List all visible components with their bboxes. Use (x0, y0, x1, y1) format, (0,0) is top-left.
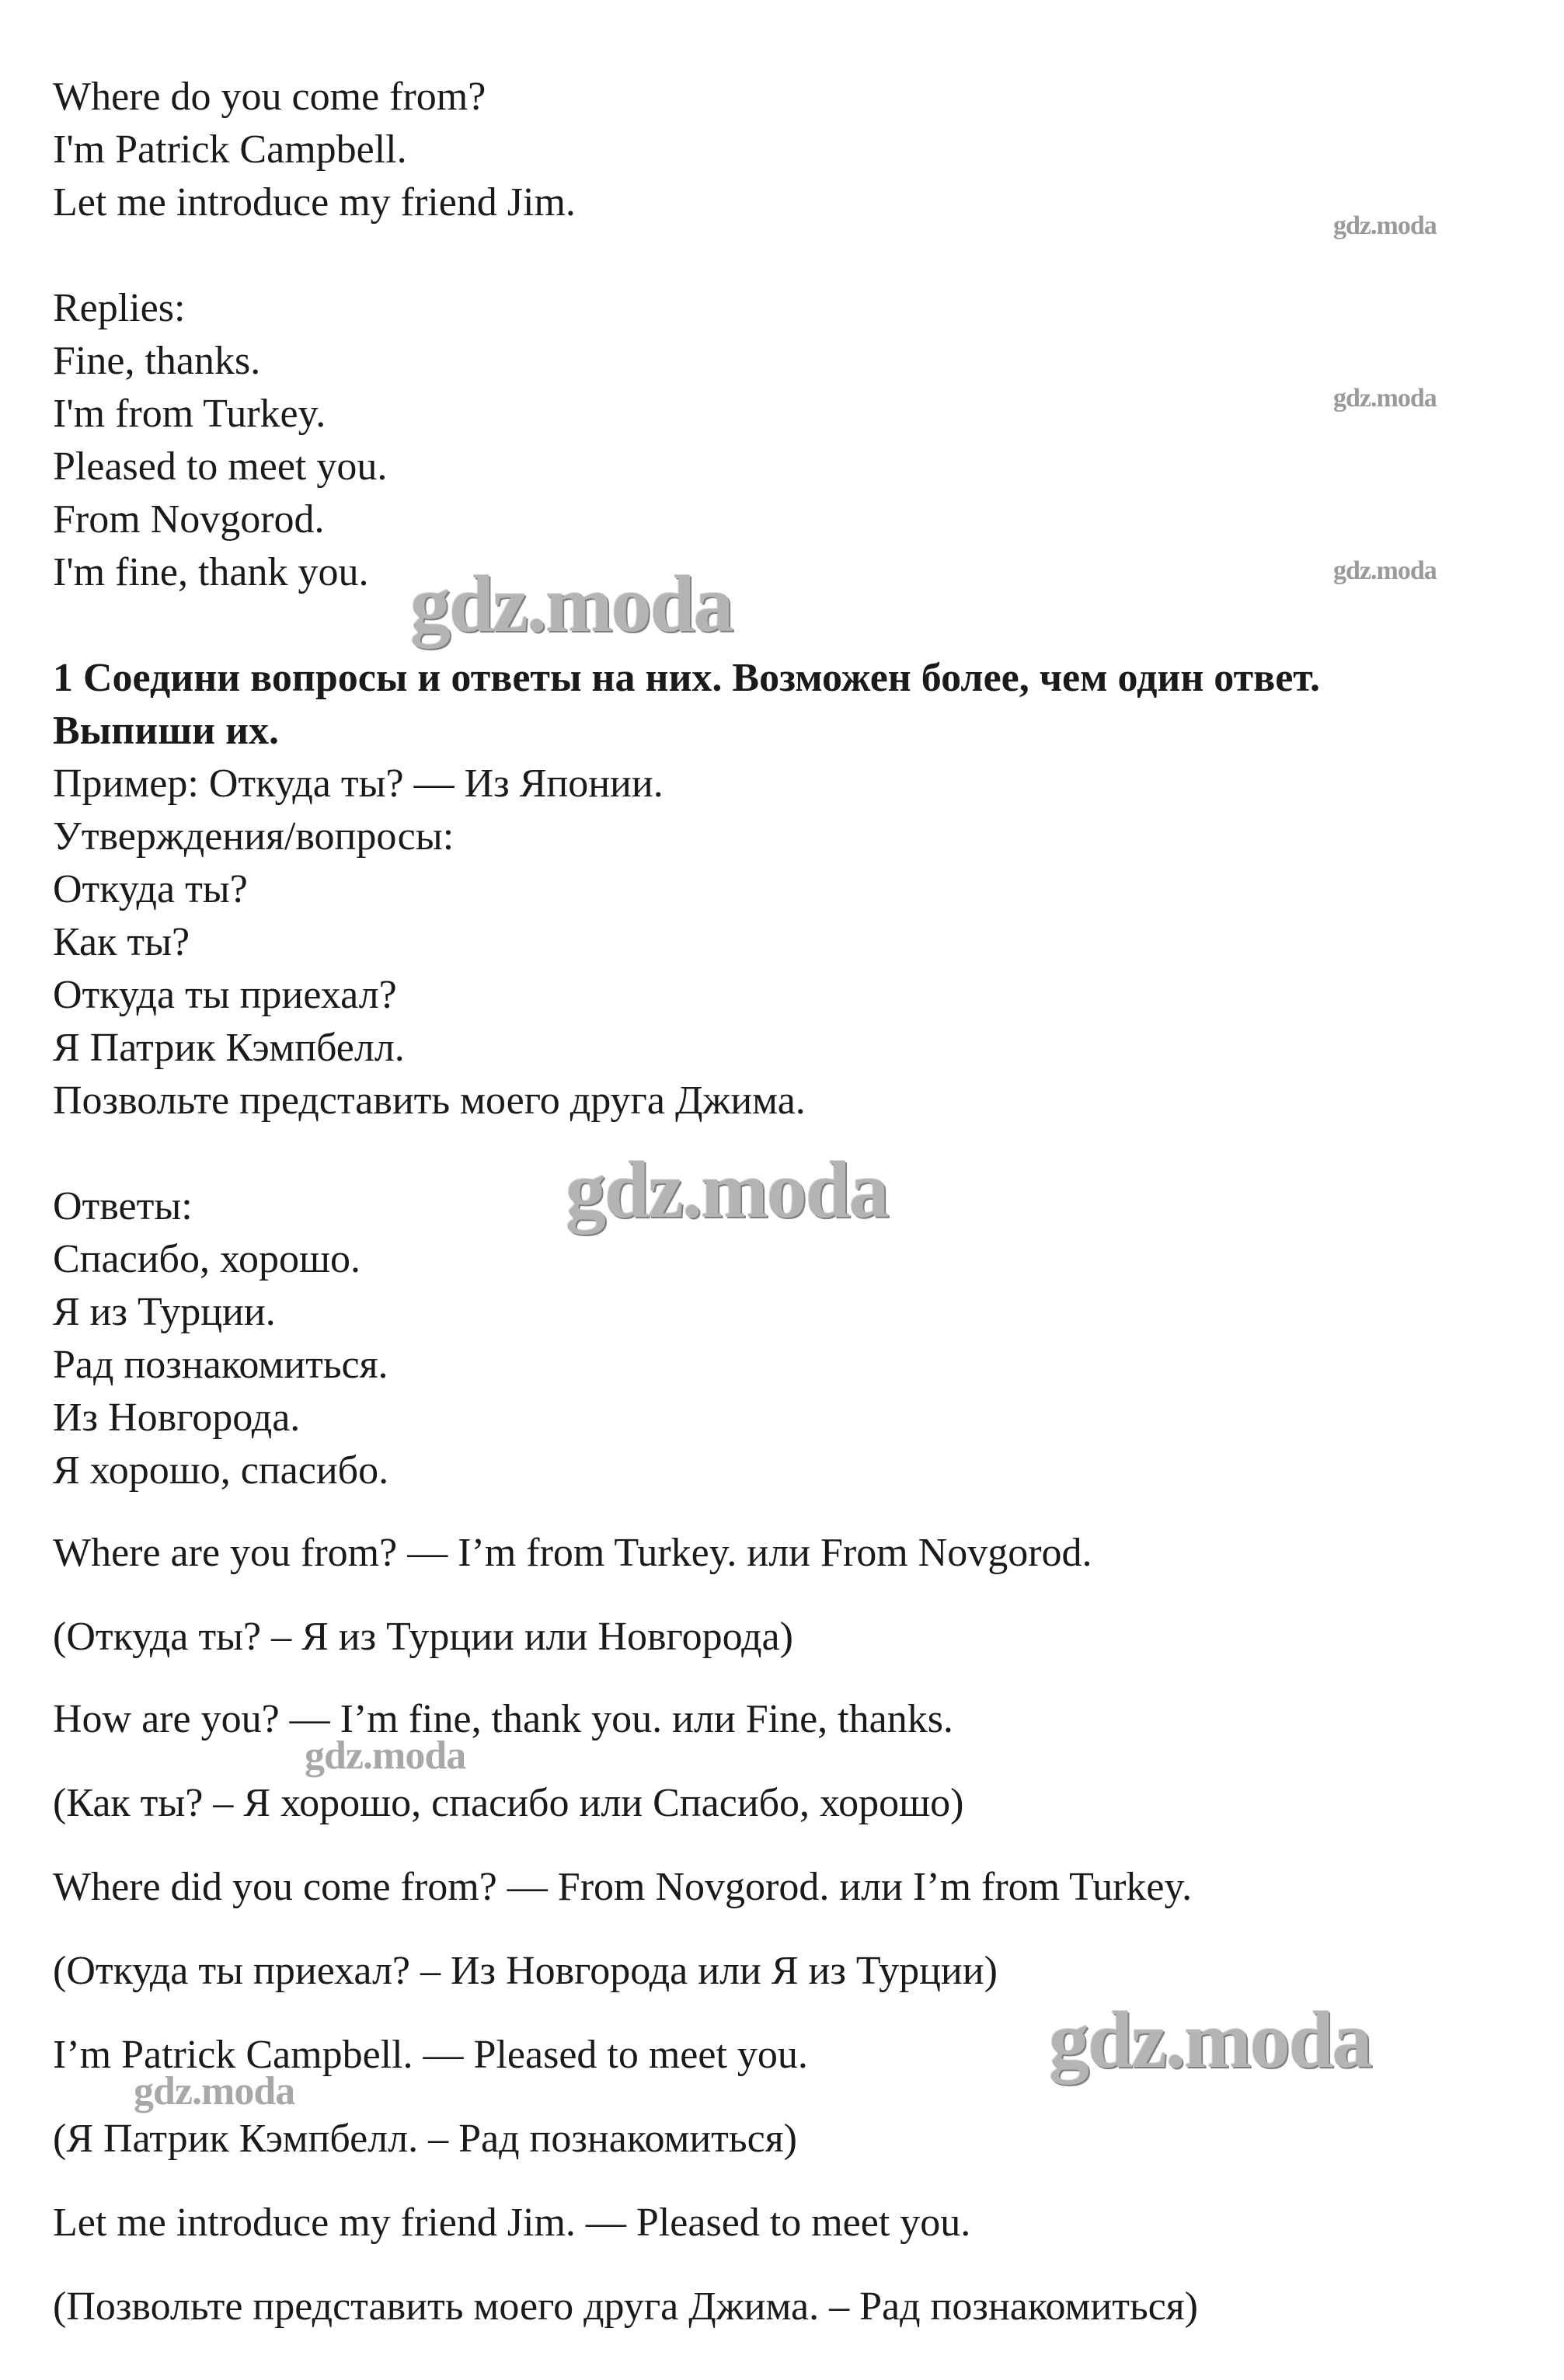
text-line-8: From Novgorod. (53, 497, 325, 542)
text-line-23: Из Новгорода. (53, 1396, 301, 1440)
text-line-5: Fine, thanks. (53, 339, 261, 383)
answer-line-1: Where are you from? — I’m from Turkey. или From Novgorod. (53, 1531, 1092, 1575)
text-line-20: Спасибо, хорошо. (53, 1237, 361, 1281)
answer-translation-3: (Откуда ты приехал? – Из Новгорода или Я из Турции) (53, 1949, 998, 1993)
answer-line-4: I’m Patrick Campbell. — Pleased to meet you. (53, 2033, 808, 2077)
answer-translation-5: (Позвольте представить моего друга Джима. – Рад познакомиться) (53, 2284, 1198, 2329)
task-heading-line-1: 1 Соедини вопросы и ответы на них. Возможен более, чем один ответ. (53, 656, 1320, 700)
text-line-14: Откуда ты? (53, 867, 248, 911)
replies-heading: Replies: (53, 286, 186, 330)
task-heading-line-2: Выпиши их. (53, 709, 280, 753)
answer-translation-1: (Откуда ты? – Я из Турции или Новгорода) (53, 1615, 793, 1659)
text-line-2: I'm Patrick Campbell. (53, 127, 407, 172)
watermark-large-3: gdz.moda (1049, 1995, 1371, 2085)
answer-line-3: Where did you come from? — From Novgorod. или I’m from Turkey. (53, 1865, 1193, 1909)
answer-translation-4: (Я Патрик Кэмпбелл. – Рад познакомиться) (53, 2117, 797, 2161)
text-line-3: Let me introduce my friend Jim. (53, 180, 576, 225)
watermark-medium-1: gdz.moda (305, 1734, 466, 1778)
text-line-24: Я хорошо, спасибо. (53, 1448, 389, 1493)
statements-heading: Утверждения/вопросы: (53, 814, 455, 859)
text-line-18: Позвольте представить моего друга Джима. (53, 1078, 806, 1123)
answer-translation-2: (Как ты? – Я хорошо, спасибо или Спасибо, хорошо) (53, 1781, 964, 1825)
text-line-16: Откуда ты приехал? (53, 973, 397, 1017)
example-line: Пример: Откуда ты? — Из Японии. (53, 761, 664, 806)
watermark-small-3: gdz.moda (1333, 556, 1437, 585)
text-line-21: Я из Турции. (53, 1290, 276, 1334)
text-line-6: I'm from Turkey. (53, 392, 326, 436)
answer-line-2: How are you? — I’m fine, thank you. или Fine, thanks. (53, 1697, 953, 1741)
text-line-7: Pleased to meet you. (53, 444, 388, 489)
watermark-large-2: gdz.moda (566, 1145, 888, 1235)
watermark-small-1: gdz.moda (1333, 211, 1437, 240)
watermark-medium-2: gdz.moda (134, 2069, 295, 2113)
text-line-1: Where do you come from? (53, 75, 486, 119)
text-line-15: Как ты? (53, 920, 190, 964)
watermark-large-1: gdz.moda (410, 559, 733, 649)
answer-line-5: Let me introduce my friend Jim. — Pleased to meet you. (53, 2201, 971, 2245)
text-line-9: I'm fine, thank you. (53, 550, 369, 594)
text-line-22: Рад познакомиться. (53, 1343, 388, 1387)
watermark-small-2: gdz.moda (1333, 384, 1437, 413)
text-line-17: Я Патрик Кэмпбелл. (53, 1026, 405, 1070)
answers-heading: Ответы: (53, 1184, 193, 1228)
